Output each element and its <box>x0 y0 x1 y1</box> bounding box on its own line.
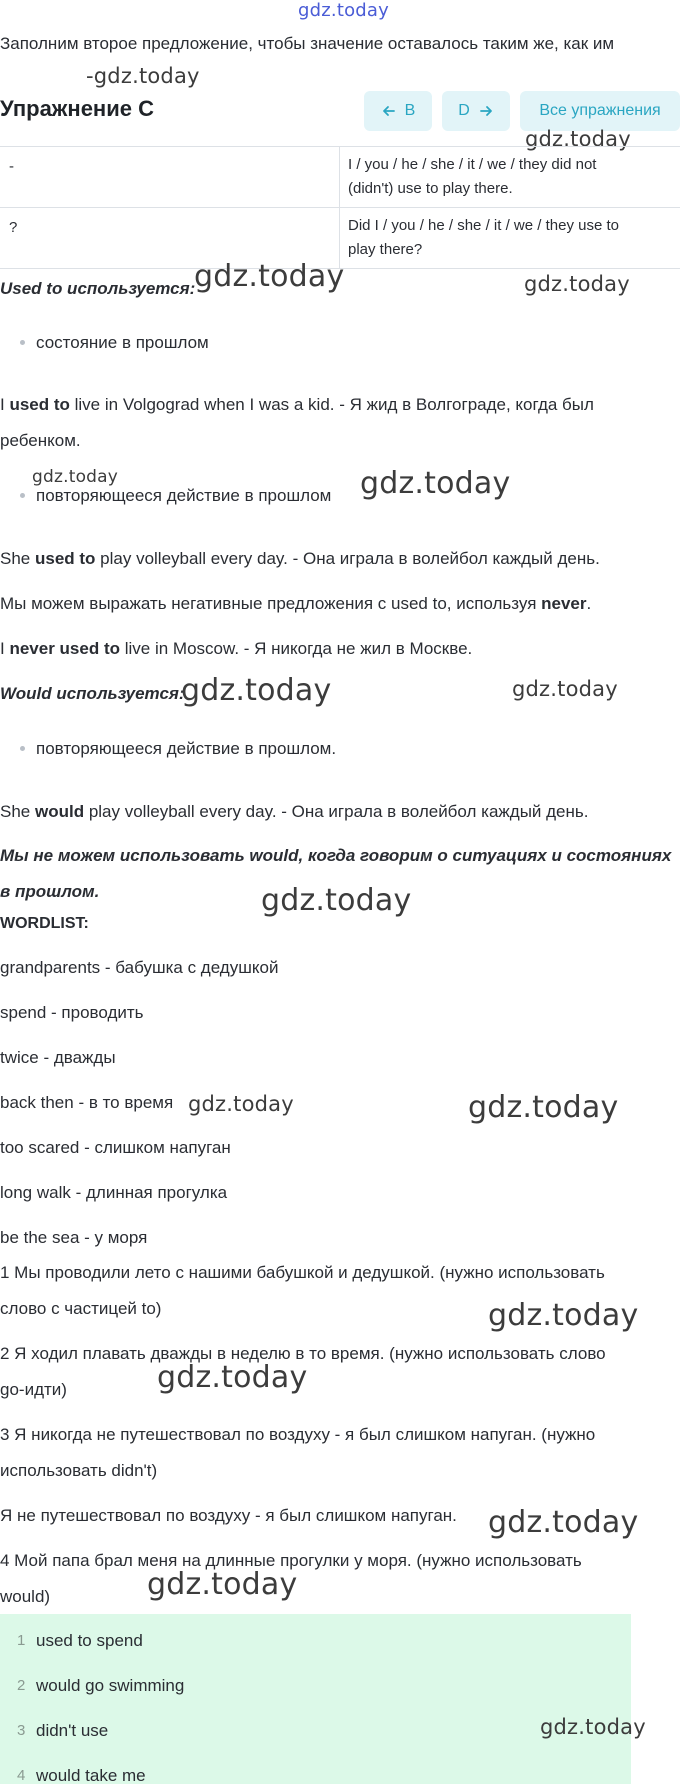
answer-text: would go swimming <box>36 1676 185 1695</box>
answer-text: used to spend <box>36 1631 143 1650</box>
watermark: gdz.today <box>488 1505 639 1540</box>
watermark: gdz.today <box>524 272 630 296</box>
wordlist-item: twice - дважды <box>0 1048 116 1067</box>
watermark: gdz.today <box>261 883 412 918</box>
would-note-line-1: Мы не можем использовать would, когда говорим о ситуациях и состояниях <box>0 846 672 865</box>
table-cell-sign: ? <box>0 208 340 269</box>
would-note-line-2: в прошлом. <box>0 882 100 901</box>
bullet-icon <box>20 493 25 498</box>
bullet-icon <box>20 340 25 345</box>
table-cell-form: Did I / you / he / she / it / we / they use to play there? <box>340 208 680 269</box>
watermark: gdz.today <box>525 127 631 151</box>
all-exercises-button[interactable]: Все упражнения <box>520 91 680 131</box>
used-to-example-1-cont: ребенком. <box>0 431 81 450</box>
watermark: gdz.today <box>360 466 511 501</box>
next-exercise-button[interactable] <box>442 91 510 131</box>
answer-text: didn't use <box>36 1721 109 1740</box>
watermark: gdz.today <box>488 1298 639 1333</box>
table-cell-sign: - <box>0 147 340 208</box>
intro-text: Заполним второе предложение, чтобы значение оставалось таким же, как им <box>0 34 615 53</box>
wordlist-item: too scared - слишком напуган <box>0 1138 231 1157</box>
wordlist-item: spend - проводить <box>0 1003 144 1022</box>
task-2-line-1: 2 Я ходил плавать дважды в неделю в то время. (нужно использовать слово <box>0 1344 606 1363</box>
used-to-example-3: I never used to live in Moscow. - Я никогда не жил в Москве. <box>0 639 473 658</box>
answer-number: 1 <box>17 1632 26 1649</box>
wordlist-item: grandparents - бабушка с дедушкой <box>0 958 279 977</box>
watermark-top: gdz.today <box>298 0 390 21</box>
bullet-icon <box>20 746 25 751</box>
watermark: gdz.today <box>188 1092 294 1116</box>
prev-exercise-button[interactable] <box>364 91 432 131</box>
used-to-bullet-2: повторяющееся действие в прошлом <box>36 486 332 505</box>
watermark: gdz.today <box>32 467 119 487</box>
answers-panel <box>0 1614 631 1784</box>
next-exercise-label: D <box>458 102 470 119</box>
watermark: gdz.today <box>540 1715 646 1739</box>
negative-note: Мы можем выражать негативные предложения с used to, используя never. <box>0 594 592 613</box>
watermark: gdz.today <box>194 259 345 294</box>
wordlist-item: be the sea - у моря <box>0 1228 148 1247</box>
wordlist-item: back then - в то время <box>0 1093 174 1112</box>
arrow-right-icon <box>478 103 494 119</box>
watermark: gdz.today <box>157 1360 308 1395</box>
answer-number: 3 <box>17 1722 26 1739</box>
answer-number: 2 <box>17 1677 26 1694</box>
task-3-line-1: 3 Я никогда не путешествовал по воздуху - я был слишком напуган. (нужно <box>0 1425 596 1444</box>
table-row <box>0 147 680 208</box>
task-1-line-2: слово с частицей to) <box>0 1299 162 1318</box>
watermark: -gdz.today <box>86 64 200 88</box>
would-bullet-1: повторяющееся действие в прошлом. <box>36 739 337 758</box>
arrow-left-icon <box>381 103 397 119</box>
used-to-example-1: I used to live in Volgograd when I was a kid. - Я жид в Волгограде, когда был <box>0 395 594 414</box>
task-3-line-3: Я не путешествовал по воздуху - я был слишком напуган. <box>0 1506 457 1525</box>
table-cell-form: I / you / he / she / it / we / they did not (didn't) use to play there. <box>340 147 680 208</box>
answer-text: would take me <box>36 1766 146 1784</box>
watermark: gdz.today <box>468 1090 619 1125</box>
page-title: Упражнение C <box>0 96 154 121</box>
grammar-table <box>0 146 680 269</box>
would-heading: Would используется: <box>0 684 185 703</box>
wordlist-heading: WORDLIST: <box>0 915 89 932</box>
used-to-heading: Used to используется: <box>0 279 196 298</box>
used-to-bullet-1: состояние в прошлом <box>36 333 209 352</box>
answer-number: 4 <box>17 1767 26 1784</box>
wordlist-item: long walk - длинная прогулка <box>0 1183 228 1202</box>
watermark: gdz.today <box>147 1567 298 1602</box>
task-1-line-1: 1 Мы проводили лето с нашими бабушкой и дедушкой. (нужно использовать <box>0 1263 605 1282</box>
prev-exercise-label: B <box>404 102 416 119</box>
task-4-line-2: would) <box>0 1587 51 1606</box>
watermark: gdz.today <box>512 677 618 701</box>
would-example-1: She would play volleyball every day. - Она играла в волейбол каждый день. <box>0 802 589 821</box>
task-3-line-2: использовать didn't) <box>0 1461 158 1480</box>
watermark: gdz.today <box>181 673 332 708</box>
task-4-line-1: 4 Мой папа брал меня на длинные прогулки у моря. (нужно использовать <box>0 1551 582 1570</box>
used-to-example-2: She used to play volleyball every day. - Она играла в волейбол каждый день. <box>0 549 600 568</box>
task-2-line-2: go-идти) <box>0 1380 67 1399</box>
